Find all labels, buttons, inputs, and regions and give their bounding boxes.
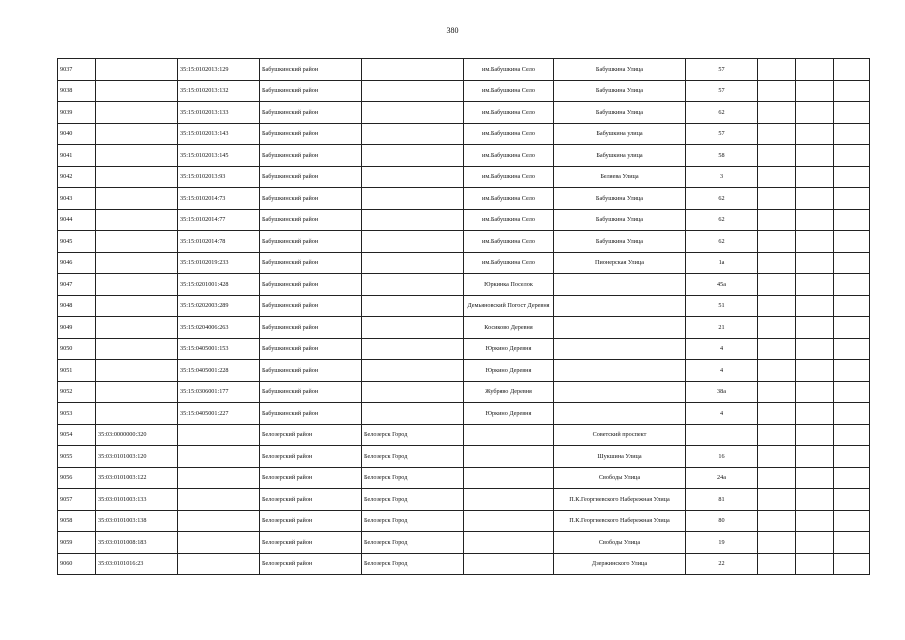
cell-district: Бабушкинский район <box>260 59 362 81</box>
cell-settlement: Юркинка Поселок <box>464 274 554 296</box>
cell-cadastral-number-b: 35:15:0102014:77 <box>178 209 260 231</box>
cell-row-number: 9056 <box>58 467 96 489</box>
cell-row-number: 9054 <box>58 424 96 446</box>
cell-extra-col-1 <box>758 80 796 102</box>
cell-street <box>554 381 686 403</box>
cell-extra-col-1 <box>758 467 796 489</box>
cell-extra-col-2 <box>796 424 834 446</box>
cell-cadastral-number-a: 35:03:0101003:120 <box>96 446 178 468</box>
cell-extra-col-2 <box>796 489 834 511</box>
cell-row-number: 9060 <box>58 553 96 575</box>
table-row <box>58 166 870 188</box>
cell-district: Белозерский район <box>260 446 362 468</box>
cell-extra-col-2 <box>796 338 834 360</box>
cell-row-number: 9057 <box>58 489 96 511</box>
cell-extra-col-3 <box>834 231 870 253</box>
table-row <box>58 188 870 210</box>
cell-extra-col-1 <box>758 166 796 188</box>
cell-extra-col-3 <box>834 188 870 210</box>
cell-city <box>362 145 464 167</box>
cell-cadastral-number-b <box>178 510 260 532</box>
cell-row-number: 9046 <box>58 252 96 274</box>
table-row <box>58 209 870 231</box>
cell-cadastral-number-b: 35:15:0102013:133 <box>178 102 260 124</box>
cell-cadastral-number-a <box>96 80 178 102</box>
cell-street: Свободы Улица <box>554 532 686 554</box>
cell-row-number: 9037 <box>58 59 96 81</box>
cell-extra-col-2 <box>796 145 834 167</box>
table-row <box>58 102 870 124</box>
cell-cadastral-number-a <box>96 231 178 253</box>
table-row <box>58 295 870 317</box>
cell-extra-col-2 <box>796 403 834 425</box>
table-row <box>58 532 870 554</box>
cell-street: Советский проспект <box>554 424 686 446</box>
cell-extra-col-1 <box>758 59 796 81</box>
cell-district: Белозерский район <box>260 532 362 554</box>
cell-house-number: 62 <box>686 209 758 231</box>
cell-city: Белозерск Город <box>362 446 464 468</box>
cell-street: Бабушкина улица <box>554 145 686 167</box>
cell-row-number: 9055 <box>58 446 96 468</box>
table-row <box>58 231 870 253</box>
table-row <box>58 274 870 296</box>
cell-cadastral-number-a <box>96 209 178 231</box>
cell-settlement: Жубряво Деревня <box>464 381 554 403</box>
cell-house-number: 51 <box>686 295 758 317</box>
cell-house-number: 22 <box>686 553 758 575</box>
cell-street: Бабушкина Улица <box>554 188 686 210</box>
cell-extra-col-1 <box>758 231 796 253</box>
cell-street: Шукшина Улица <box>554 446 686 468</box>
cell-district: Бабушкинский район <box>260 381 362 403</box>
cell-cadastral-number-a <box>96 295 178 317</box>
cell-house-number: 57 <box>686 59 758 81</box>
cell-settlement <box>464 489 554 511</box>
cell-city <box>362 102 464 124</box>
table-row <box>58 467 870 489</box>
cell-district: Бабушкинский район <box>260 274 362 296</box>
cell-street: Дзержинского Улица <box>554 553 686 575</box>
cell-extra-col-3 <box>834 338 870 360</box>
cell-settlement <box>464 510 554 532</box>
cell-cadastral-number-b: 35:15:0102013:143 <box>178 123 260 145</box>
table-row <box>58 80 870 102</box>
cell-cadastral-number-b: 35:15:0102013:129 <box>178 59 260 81</box>
cell-house-number: 62 <box>686 188 758 210</box>
cell-house-number: 1а <box>686 252 758 274</box>
cell-district: Бабушкинский район <box>260 145 362 167</box>
cell-row-number: 9038 <box>58 80 96 102</box>
cell-district: Бабушкинский район <box>260 295 362 317</box>
table-row <box>58 510 870 532</box>
cell-district: Белозерский район <box>260 424 362 446</box>
cell-house-number: 4 <box>686 338 758 360</box>
cell-cadastral-number-b: 35:15:0102014:73 <box>178 188 260 210</box>
cell-extra-col-2 <box>796 209 834 231</box>
cell-settlement: им.Бабушкина Село <box>464 59 554 81</box>
cell-extra-col-3 <box>834 446 870 468</box>
cell-district: Бабушкинский район <box>260 80 362 102</box>
cell-district: Белозерский район <box>260 510 362 532</box>
cell-row-number: 9044 <box>58 209 96 231</box>
cell-extra-col-2 <box>796 467 834 489</box>
cell-house-number: 45а <box>686 274 758 296</box>
cell-extra-col-3 <box>834 145 870 167</box>
cell-row-number: 9058 <box>58 510 96 532</box>
cell-street: Бабушкина улица <box>554 123 686 145</box>
cell-cadastral-number-a <box>96 360 178 382</box>
table-row <box>58 317 870 339</box>
cell-extra-col-2 <box>796 231 834 253</box>
cell-settlement: им.Бабушкина Село <box>464 231 554 253</box>
cell-row-number: 9043 <box>58 188 96 210</box>
cell-cadastral-number-a <box>96 252 178 274</box>
cell-house-number: 3 <box>686 166 758 188</box>
cell-street: Бабушкина Улица <box>554 59 686 81</box>
cell-settlement: им.Бабушкина Село <box>464 166 554 188</box>
cell-cadastral-number-b: 35:15:0405001:228 <box>178 360 260 382</box>
cell-cadastral-number-a: 35:03:0101003:133 <box>96 489 178 511</box>
cell-house-number: 24а <box>686 467 758 489</box>
cell-extra-col-2 <box>796 274 834 296</box>
cell-cadastral-number-b: 35:15:0201001:428 <box>178 274 260 296</box>
cell-cadastral-number-a <box>96 59 178 81</box>
cell-extra-col-2 <box>796 317 834 339</box>
cell-city <box>362 123 464 145</box>
cell-district: Белозерский район <box>260 467 362 489</box>
cell-city <box>362 338 464 360</box>
cell-cadastral-number-a <box>96 381 178 403</box>
table-row <box>58 424 870 446</box>
cell-extra-col-3 <box>834 209 870 231</box>
cell-district: Бабушкинский район <box>260 188 362 210</box>
table-row <box>58 381 870 403</box>
cell-extra-col-3 <box>834 467 870 489</box>
cell-street: П.К.Георгиевского Набережная Улица <box>554 510 686 532</box>
cell-city <box>362 360 464 382</box>
cell-street: Бабушкина Улица <box>554 80 686 102</box>
cell-city: Белозерск Город <box>362 467 464 489</box>
cell-cadastral-number-a <box>96 166 178 188</box>
cell-cadastral-number-a <box>96 317 178 339</box>
cell-extra-col-3 <box>834 317 870 339</box>
cell-row-number: 9047 <box>58 274 96 296</box>
cell-extra-col-3 <box>834 123 870 145</box>
cell-extra-col-3 <box>834 274 870 296</box>
cell-cadastral-number-a <box>96 274 178 296</box>
cell-street: П.К.Георгиевского Набережная Улица <box>554 489 686 511</box>
cell-street: Пионерская Улица <box>554 252 686 274</box>
cell-settlement <box>464 446 554 468</box>
cell-cadastral-number-b <box>178 446 260 468</box>
cell-extra-col-2 <box>796 360 834 382</box>
cell-settlement: им.Бабушкина Село <box>464 145 554 167</box>
cell-cadastral-number-b: 35:15:0405001:227 <box>178 403 260 425</box>
table-row <box>58 553 870 575</box>
cell-street <box>554 338 686 360</box>
cell-row-number: 9045 <box>58 231 96 253</box>
cell-city <box>362 295 464 317</box>
cell-extra-col-3 <box>834 166 870 188</box>
cell-settlement: им.Бабушкина Село <box>464 188 554 210</box>
cell-city <box>362 209 464 231</box>
cell-district: Белозерский район <box>260 489 362 511</box>
cell-extra-col-1 <box>758 252 796 274</box>
cell-row-number: 9042 <box>58 166 96 188</box>
cell-cadastral-number-b: 35:15:0102014:78 <box>178 231 260 253</box>
cell-extra-col-1 <box>758 489 796 511</box>
cell-house-number: 57 <box>686 123 758 145</box>
cell-cadastral-number-a <box>96 188 178 210</box>
cell-cadastral-number-b: 35:15:0405001:153 <box>178 338 260 360</box>
cell-extra-col-2 <box>796 510 834 532</box>
cell-house-number: 19 <box>686 532 758 554</box>
cell-extra-col-3 <box>834 489 870 511</box>
cell-house-number: 80 <box>686 510 758 532</box>
cell-extra-col-2 <box>796 532 834 554</box>
cell-extra-col-3 <box>834 403 870 425</box>
cell-extra-col-2 <box>796 166 834 188</box>
cell-district: Бабушкинский район <box>260 403 362 425</box>
cell-city <box>362 317 464 339</box>
cell-settlement <box>464 467 554 489</box>
cell-city: Белозерск Город <box>362 489 464 511</box>
cell-row-number: 9040 <box>58 123 96 145</box>
cell-city: Белозерск Город <box>362 510 464 532</box>
cell-extra-col-2 <box>796 295 834 317</box>
cell-cadastral-number-b: 35:15:0102013:132 <box>178 80 260 102</box>
cell-extra-col-2 <box>796 381 834 403</box>
cell-street: Бабушкина Улица <box>554 231 686 253</box>
cell-extra-col-2 <box>796 188 834 210</box>
cell-row-number: 9051 <box>58 360 96 382</box>
cell-cadastral-number-b <box>178 424 260 446</box>
table-row <box>58 338 870 360</box>
table-row <box>58 446 870 468</box>
cell-row-number: 9049 <box>58 317 96 339</box>
cell-extra-col-1 <box>758 295 796 317</box>
cell-cadastral-number-a <box>96 123 178 145</box>
cell-district: Бабушкинский район <box>260 338 362 360</box>
cell-extra-col-1 <box>758 338 796 360</box>
cell-extra-col-1 <box>758 317 796 339</box>
cell-house-number: 81 <box>686 489 758 511</box>
cell-city <box>362 252 464 274</box>
cell-house-number: 4 <box>686 360 758 382</box>
cell-cadastral-number-a <box>96 145 178 167</box>
cell-cadastral-number-b <box>178 467 260 489</box>
cell-extra-col-1 <box>758 553 796 575</box>
cell-settlement: Юркино Деревня <box>464 403 554 425</box>
cell-extra-col-3 <box>834 532 870 554</box>
cell-city: Белозерск Город <box>362 424 464 446</box>
cell-extra-col-2 <box>796 553 834 575</box>
cell-row-number: 9041 <box>58 145 96 167</box>
cell-extra-col-1 <box>758 510 796 532</box>
cell-extra-col-1 <box>758 532 796 554</box>
cell-city: Белозерск Город <box>362 532 464 554</box>
cell-extra-col-3 <box>834 510 870 532</box>
cell-extra-col-1 <box>758 424 796 446</box>
cell-extra-col-1 <box>758 102 796 124</box>
cell-cadastral-number-b <box>178 553 260 575</box>
cell-extra-col-2 <box>796 252 834 274</box>
cell-settlement: им.Бабушкина Село <box>464 80 554 102</box>
cell-extra-col-1 <box>758 381 796 403</box>
cell-extra-col-2 <box>796 123 834 145</box>
cell-district: Бабушкинский район <box>260 317 362 339</box>
cell-house-number: 16 <box>686 446 758 468</box>
cell-extra-col-3 <box>834 80 870 102</box>
cell-city <box>362 274 464 296</box>
cell-extra-col-1 <box>758 188 796 210</box>
cell-extra-col-1 <box>758 145 796 167</box>
cell-extra-col-3 <box>834 360 870 382</box>
cell-cadastral-number-a: 35:03:0101016:23 <box>96 553 178 575</box>
cell-cadastral-number-b: 35:15:0204006:263 <box>178 317 260 339</box>
cell-row-number: 9039 <box>58 102 96 124</box>
table-row <box>58 252 870 274</box>
cell-house-number: 4 <box>686 403 758 425</box>
cell-city <box>362 80 464 102</box>
cell-extra-col-1 <box>758 209 796 231</box>
cell-cadastral-number-a: 35:03:0000000:320 <box>96 424 178 446</box>
cell-street <box>554 274 686 296</box>
cell-street <box>554 403 686 425</box>
cell-cadastral-number-b: 35:15:0202003:289 <box>178 295 260 317</box>
cell-settlement: им.Бабушкина Село <box>464 102 554 124</box>
cell-extra-col-3 <box>834 252 870 274</box>
cell-city <box>362 166 464 188</box>
cell-extra-col-2 <box>796 102 834 124</box>
cell-cadastral-number-b <box>178 532 260 554</box>
cell-settlement: Юркино Деревня <box>464 338 554 360</box>
cell-cadastral-number-b: 35:15:0102019:233 <box>178 252 260 274</box>
cell-cadastral-number-a <box>96 403 178 425</box>
cell-street: Свободы Улица <box>554 467 686 489</box>
cell-row-number: 9059 <box>58 532 96 554</box>
cell-street <box>554 295 686 317</box>
cell-house-number: 38а <box>686 381 758 403</box>
cell-street: Бабушкина Улица <box>554 209 686 231</box>
cell-extra-col-1 <box>758 403 796 425</box>
cell-row-number: 9052 <box>58 381 96 403</box>
cell-settlement: им.Бабушкина Село <box>464 252 554 274</box>
cell-city <box>362 59 464 81</box>
cell-settlement <box>464 424 554 446</box>
table-row <box>58 489 870 511</box>
page-number: 380 <box>446 26 459 35</box>
cell-house-number <box>686 424 758 446</box>
cell-settlement: Косиково Деревня <box>464 317 554 339</box>
cell-district: Бабушкинский район <box>260 123 362 145</box>
table-row <box>58 59 870 81</box>
cell-extra-col-1 <box>758 123 796 145</box>
cell-settlement <box>464 553 554 575</box>
cell-house-number: 62 <box>686 102 758 124</box>
registry-table <box>57 58 870 575</box>
cell-extra-col-2 <box>796 446 834 468</box>
cell-district: Бабушкинский район <box>260 360 362 382</box>
table-row <box>58 145 870 167</box>
table-row <box>58 403 870 425</box>
cell-district: Бабушкинский район <box>260 252 362 274</box>
cell-district: Бабушкинский район <box>260 102 362 124</box>
cell-extra-col-1 <box>758 360 796 382</box>
cell-extra-col-3 <box>834 295 870 317</box>
cell-city <box>362 188 464 210</box>
cell-cadastral-number-a: 35:03:0101008:183 <box>96 532 178 554</box>
cell-district: Бабушкинский район <box>260 231 362 253</box>
cell-district: Бабушкинский район <box>260 209 362 231</box>
cell-cadastral-number-a <box>96 102 178 124</box>
cell-city <box>362 381 464 403</box>
cell-row-number: 9048 <box>58 295 96 317</box>
table-row <box>58 360 870 382</box>
cell-settlement <box>464 532 554 554</box>
cell-extra-col-3 <box>834 424 870 446</box>
registry-body <box>58 59 870 575</box>
cell-extra-col-3 <box>834 102 870 124</box>
cell-cadastral-number-a <box>96 338 178 360</box>
cell-city <box>362 231 464 253</box>
cell-settlement: им.Бабушкина Село <box>464 209 554 231</box>
cell-extra-col-2 <box>796 80 834 102</box>
cell-settlement: Демьяновский Погост Деревня <box>464 295 554 317</box>
cell-extra-col-2 <box>796 59 834 81</box>
cell-row-number: 9050 <box>58 338 96 360</box>
cell-house-number: 58 <box>686 145 758 167</box>
cell-extra-col-1 <box>758 274 796 296</box>
cell-cadastral-number-b: 35:15:0306001:177 <box>178 381 260 403</box>
cell-street <box>554 360 686 382</box>
cell-cadastral-number-a: 35:03:0101003:138 <box>96 510 178 532</box>
cell-row-number: 9053 <box>58 403 96 425</box>
cell-street: Бабушкина Улица <box>554 102 686 124</box>
cell-cadastral-number-a: 35:03:0101003:122 <box>96 467 178 489</box>
table-row <box>58 123 870 145</box>
cell-city: Белозерск Город <box>362 553 464 575</box>
cell-street <box>554 317 686 339</box>
cell-district: Белозерский район <box>260 553 362 575</box>
cell-extra-col-3 <box>834 553 870 575</box>
cell-cadastral-number-b: 35:15:0102013:93 <box>178 166 260 188</box>
cell-extra-col-1 <box>758 446 796 468</box>
cell-street: Беляева Улица <box>554 166 686 188</box>
cell-extra-col-3 <box>834 59 870 81</box>
cell-city <box>362 403 464 425</box>
cell-cadastral-number-b: 35:15:0102013:145 <box>178 145 260 167</box>
cell-house-number: 62 <box>686 231 758 253</box>
cell-house-number: 21 <box>686 317 758 339</box>
cell-house-number: 57 <box>686 80 758 102</box>
cell-cadastral-number-b <box>178 489 260 511</box>
cell-settlement: им.Бабушкина Село <box>464 123 554 145</box>
cell-settlement: Юркино Деревня <box>464 360 554 382</box>
cell-extra-col-3 <box>834 381 870 403</box>
cell-district: Бабушкинский район <box>260 166 362 188</box>
